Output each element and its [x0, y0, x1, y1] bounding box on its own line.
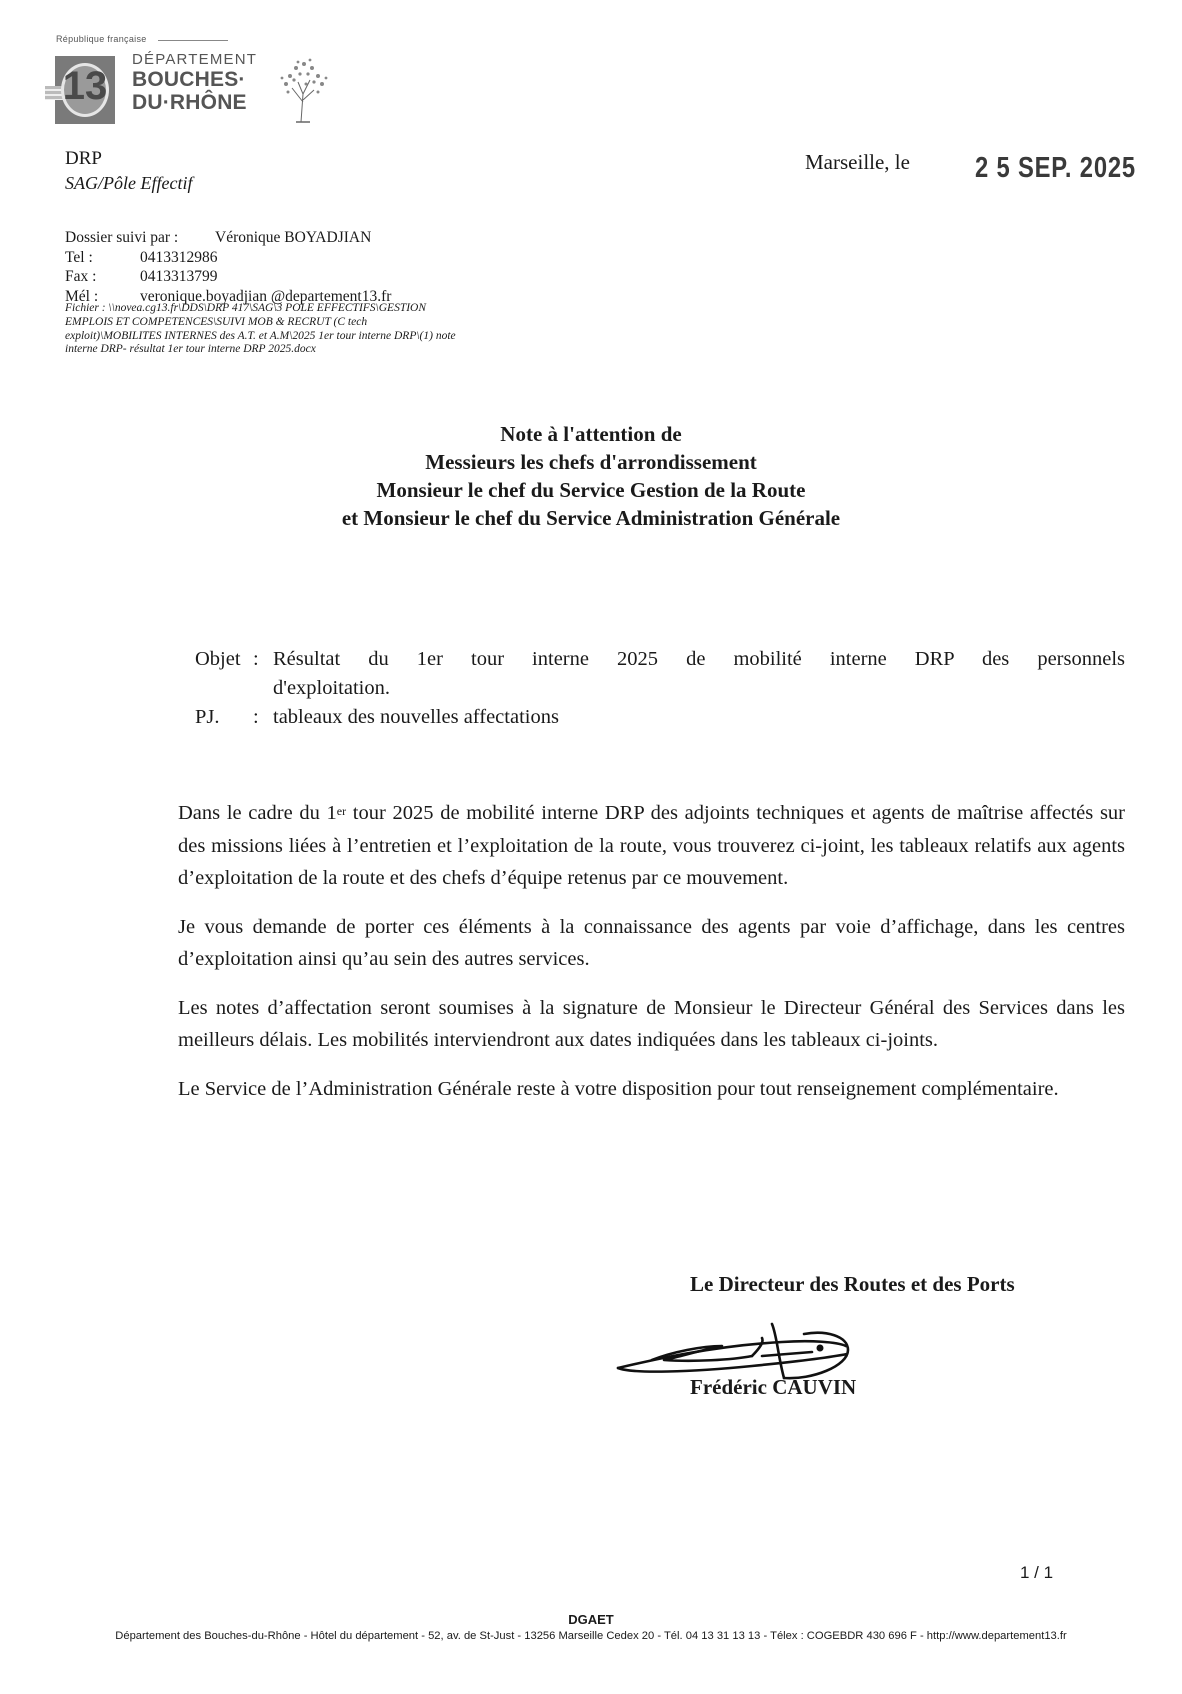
footer-address: Département des Bouches-du-Rhône - Hôtel du département - 52, av. de St-Just - 13256 Marseille Cedex 20 - Tél. 04 13 31 13 13 - Télex : COGEBDR 430 696 F - http://www.departement13.fr: [115, 1630, 1067, 1642]
attachment-value: tableaux des nouvelles affectations: [273, 706, 559, 728]
departement-logo: [40, 34, 340, 124]
fax-value: 0413313799: [140, 268, 218, 285]
olive-tree-icon: [268, 54, 338, 124]
addressee-block: [0, 420, 1182, 532]
subject-block: [195, 645, 1125, 732]
mel-value: veronique.boyadjian @departement13.fr: [140, 287, 392, 305]
sender-direction: DRP: [65, 148, 102, 169]
letter-body: [178, 797, 1125, 1121]
badge-13-icon: [55, 56, 115, 124]
contact-block: [65, 228, 391, 306]
addressee-line-4: et Monsieur le chef du Service Administration Générale: [341, 506, 841, 530]
addressee-line-2: Messieurs les chefs d'arrondissement: [425, 450, 757, 474]
signatory-name: Frédéric CAUVIN: [690, 1375, 857, 1399]
dossier-label: Dossier suivi par :: [65, 229, 179, 246]
body-paragraph-2: Je vous demande de porter ces éléments à la connaissance des agents par voie d’affichage, dans les centres d’exploitation ainsi qu’au sein des autres services.: [178, 915, 1125, 970]
tel-value: 0413312986: [140, 248, 218, 266]
attachment-sep: :: [253, 706, 259, 728]
sender-service: SAG/Pôle Effectif: [65, 173, 193, 193]
attachment-label: PJ.: [195, 706, 220, 728]
file-path: Fichier : \\novea.cg13.fr\DDS\DRP 417\SAG\3 POLE EFFECTIFS\GESTION EMPLOIS ET COMPETENCES\SUIVI MOB & RECRUT (C tech exploit)\MOBILITES INTERNES des A.T. et A.M\2025 1er tour interne DRP\(1) note interne DRP- résultat 1er tour interne DRP 2025.docx: [65, 302, 456, 356]
logo-rule: [158, 40, 228, 41]
republique-francaise-label: République française: [56, 34, 147, 44]
badge-number: 13: [62, 64, 108, 108]
body-paragraph-4: Le Service de l’Administration Générale reste à votre disposition pour tout renseignement complémentaire.: [178, 1077, 1059, 1100]
departement-label: DÉPARTEMENT: [132, 51, 258, 68]
subject-sep: :: [253, 648, 259, 670]
tel-label: Tel :: [65, 248, 93, 266]
logo-name-line1: BOUCHES·: [132, 68, 246, 91]
mel-label: Mél :: [65, 287, 99, 305]
addressee-line-3: Monsieur le chef du Service Gestion de la Route: [376, 478, 806, 502]
body-paragraph-3: Les notes d’affectation seront soumises à la signature de Monsieur le Directeur Général des Services dans les meilleurs délais. Les mobilités interviendront aux dates indiquées dans les tableaux ci-joints.: [178, 996, 1125, 1051]
addressee-line-1: Note à l'attention de: [500, 422, 682, 446]
subject-label: Objet: [195, 648, 241, 670]
dossier-value: Véronique BOYADJIAN: [215, 229, 372, 246]
signatory-title: Le Directeur des Routes et des Ports: [690, 1272, 1015, 1296]
page-number: 1 / 1: [1020, 1563, 1054, 1582]
footer-unit: DGAET: [568, 1612, 614, 1627]
logo-name-line2: DU·RHÔNE: [132, 91, 247, 114]
subject-value-line2: d'exploitation.: [273, 677, 390, 699]
date-stamp: 2 5 SEP. 2025: [975, 152, 1136, 184]
subject-value-line1: Résultat du 1er tour interne 2025 de mobilité interne DRP des personnels: [273, 648, 1125, 670]
date-place-label: Marseille, le: [805, 150, 910, 174]
body-paragraph-1: Dans le cadre du 1er tour 2025 de mobilité interne DRP des adjoints techniques et agents de maîtrise affectés sur des missions liées à l’entretien et l’exploitation de la route, vous trouverez ci-joint, les tableaux relatifs aux agents d’exploitation de la route et des chefs d’équipe retenus par ce mouvement.: [178, 802, 1125, 889]
fax-label: Fax :: [65, 268, 97, 285]
